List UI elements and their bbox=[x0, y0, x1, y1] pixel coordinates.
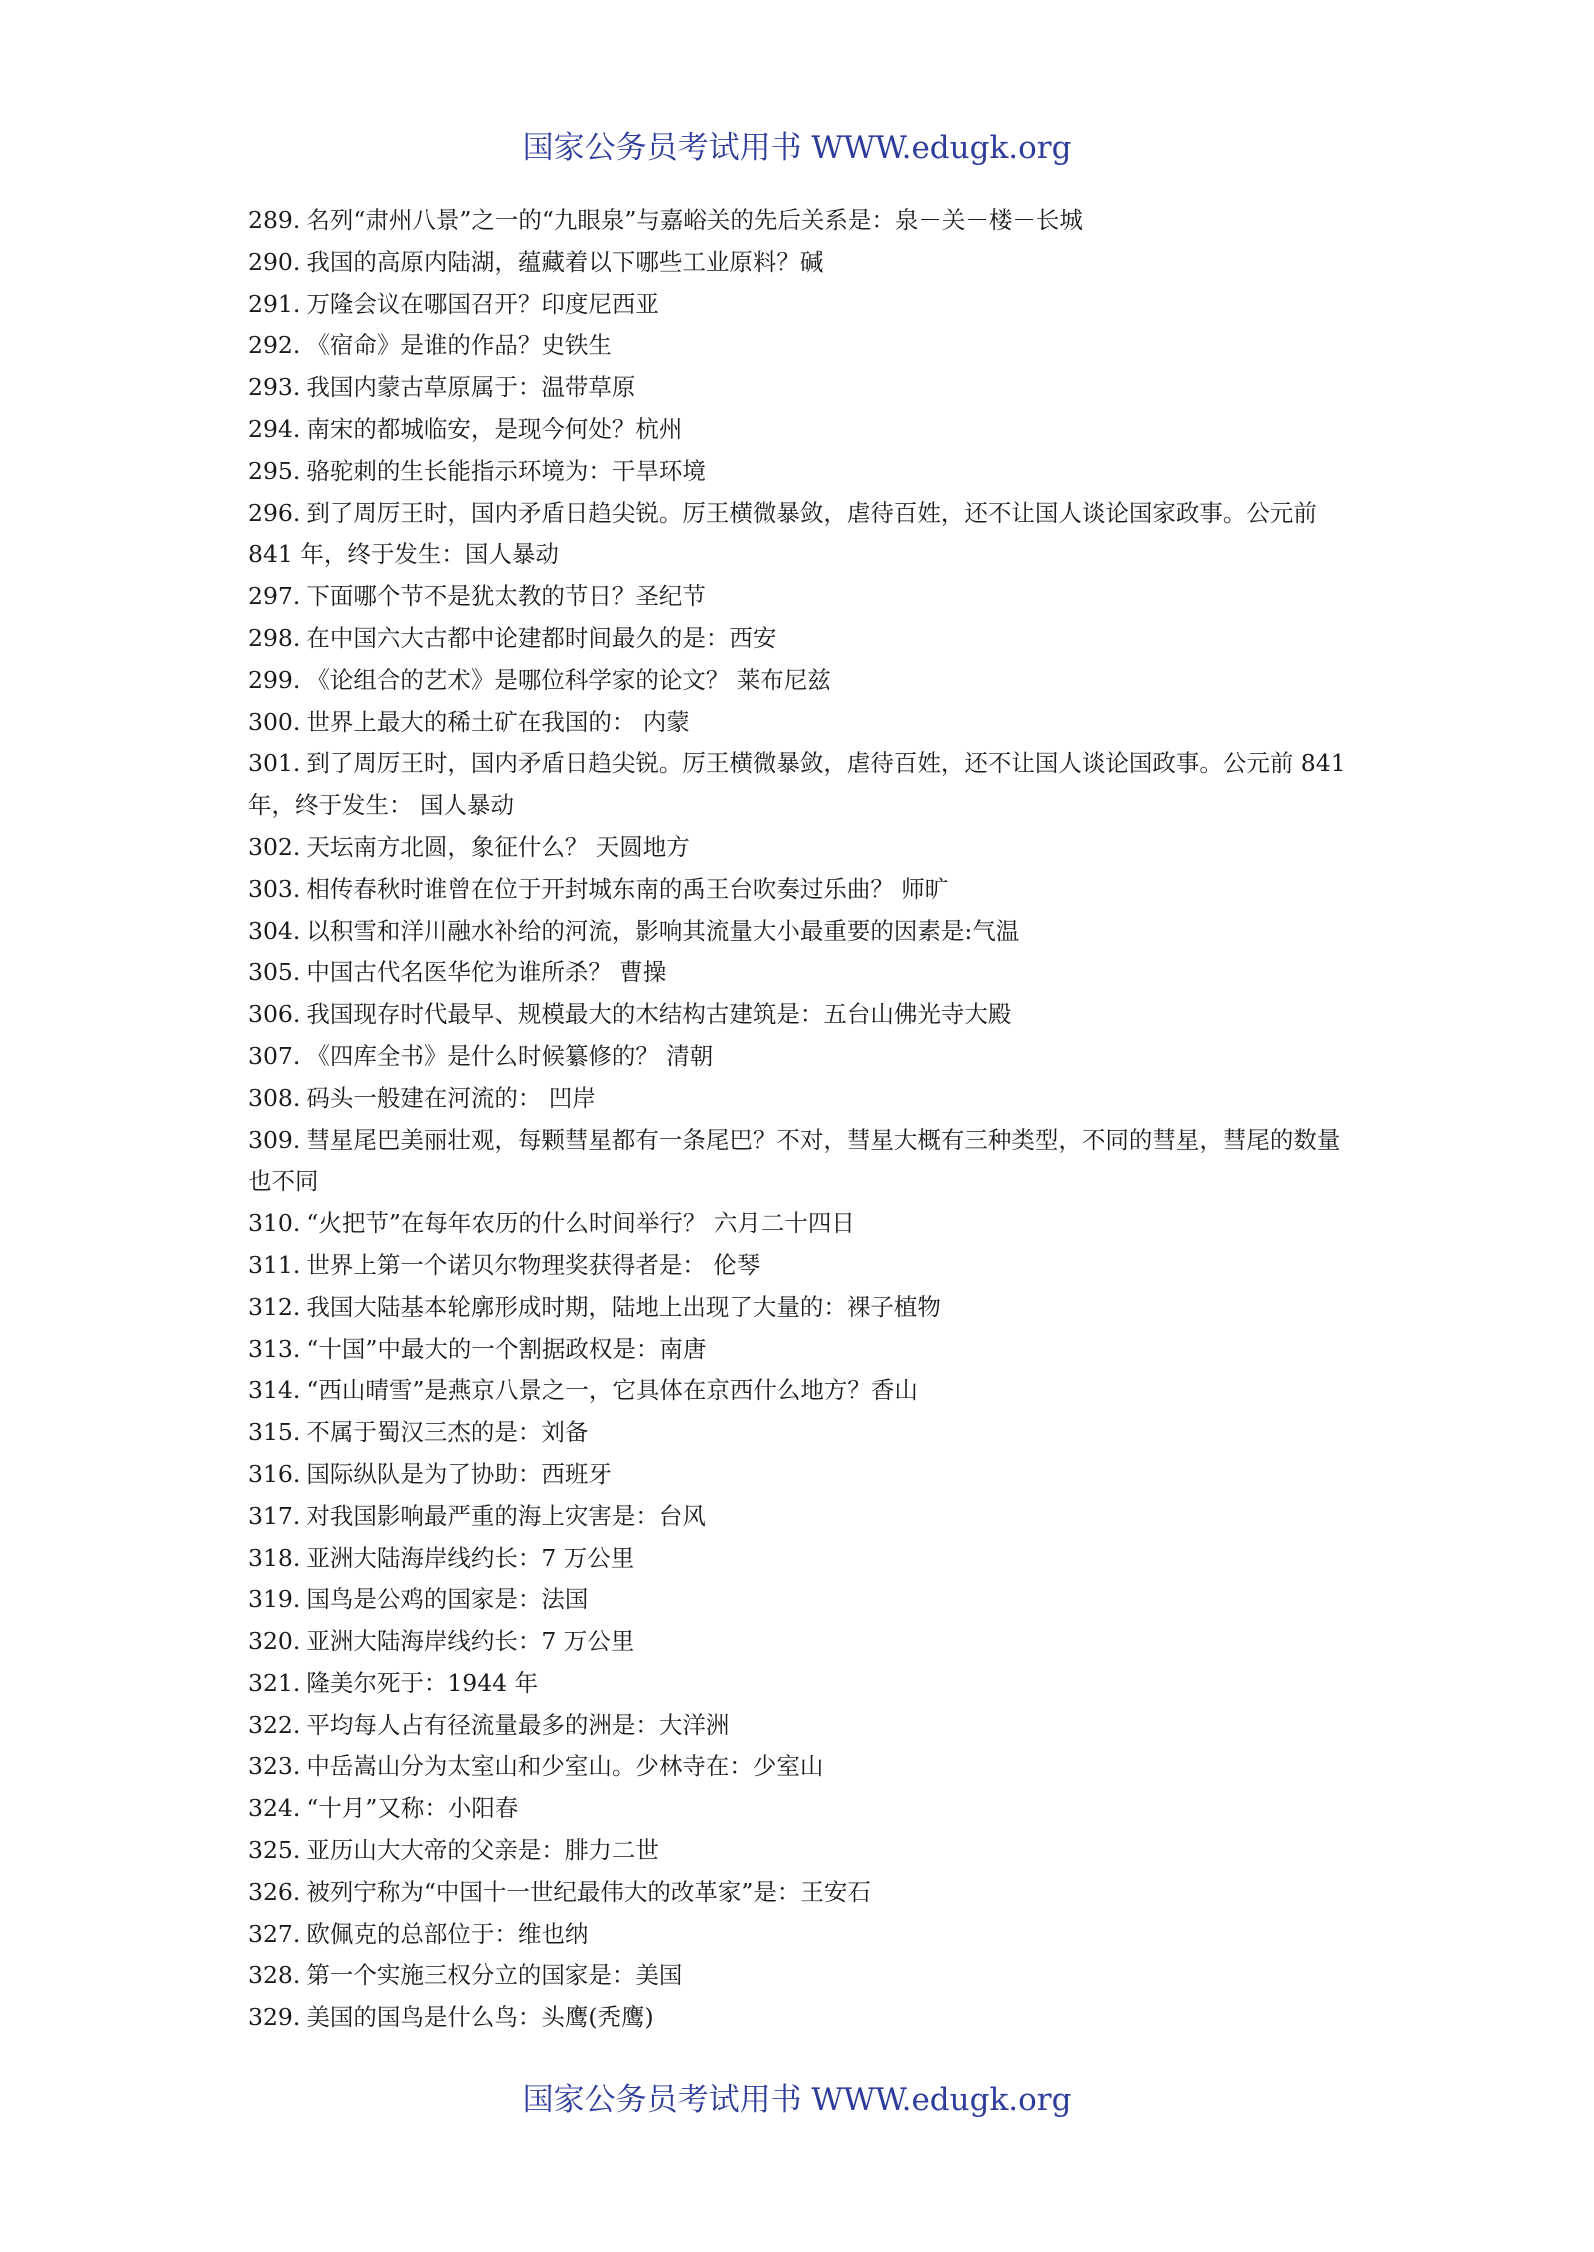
list-item bbox=[248, 1997, 1358, 2039]
list-item bbox=[248, 367, 1358, 409]
list-item bbox=[248, 1955, 1358, 1997]
item-number: 298. bbox=[248, 623, 301, 652]
item-number: 299. bbox=[248, 665, 301, 694]
list-item bbox=[248, 1329, 1358, 1371]
item-number: 295. bbox=[248, 456, 301, 485]
item-text: 欧佩克的总部位于：维也纳 bbox=[306, 1919, 589, 1948]
item-text: 名列“肃州八景”之一的“九眼泉”与嘉峪关的先后关系是：泉－关－楼－长城 bbox=[306, 206, 1083, 234]
item-text: 在中国六大古都中论建都时间最久的是：西安 bbox=[306, 623, 777, 652]
list-item bbox=[248, 1245, 1358, 1287]
item-number: 323. bbox=[248, 1752, 301, 1781]
list-item bbox=[248, 242, 1358, 284]
item-number: 312. bbox=[248, 1292, 301, 1321]
item-text: 平均每人占有径流量最多的洲是：大洋洲 bbox=[306, 1710, 730, 1739]
list-item bbox=[248, 284, 1358, 326]
list-item bbox=[248, 1538, 1358, 1580]
item-number: 302. bbox=[248, 832, 301, 861]
item-number: 306. bbox=[248, 1000, 301, 1029]
item-text: 《四库全书》是什么时候纂修的？ 清朝 bbox=[306, 1041, 714, 1070]
item-text: 我国大陆基本轮廓形成时期，陆地上出现了大量的：裸子植物 bbox=[306, 1292, 941, 1321]
list-item bbox=[248, 1370, 1358, 1412]
item-text: 第一个实施三权分立的国家是：美国 bbox=[306, 1961, 683, 1990]
item-text: 相传春秋时谁曾在位于开封城东南的禹王台吹奏过乐曲？ 师旷 bbox=[306, 874, 949, 903]
list-item bbox=[248, 325, 1358, 367]
item-text: 《论组合的艺术》是哪位科学家的论文？ 莱布尼兹 bbox=[306, 665, 831, 694]
item-text: 中岳嵩山分为太室山和少室山。少林寺在：少室山 bbox=[306, 1752, 824, 1781]
list-item bbox=[248, 1203, 1358, 1245]
item-text: “火把节”在每年农历的什么时间举行？ 六月二十四日 bbox=[306, 1209, 855, 1238]
list-item bbox=[248, 1412, 1358, 1454]
item-text: “十国”中最大的一个割据政权是：南唐 bbox=[306, 1334, 707, 1363]
item-number: 329. bbox=[248, 2003, 301, 2032]
item-number: 307. bbox=[248, 1041, 301, 1070]
item-number: 324. bbox=[248, 1794, 301, 1823]
list-item bbox=[248, 1914, 1358, 1956]
item-number: 300. bbox=[248, 707, 301, 736]
item-number: 320. bbox=[248, 1627, 301, 1656]
item-number: 322. bbox=[248, 1710, 301, 1739]
item-text: 彗星尾巴美丽壮观，每颗彗星都有一条尾巴？不对，彗星大概有三种类型，不同的彗星，彗尾的数量也不同 bbox=[248, 1125, 1341, 1196]
item-number: 318. bbox=[248, 1543, 301, 1572]
item-text: 以积雪和洋川融水补给的河流，影响其流量大小最重要的因素是:气温 bbox=[306, 916, 1020, 945]
item-number: 328. bbox=[248, 1961, 301, 1990]
item-text: 南宋的都城临安，是现今何处？杭州 bbox=[306, 414, 683, 443]
item-text: 不属于蜀汉三杰的是：刘备 bbox=[306, 1418, 589, 1447]
item-text: 国鸟是公鸡的国家是：法国 bbox=[306, 1585, 589, 1614]
item-number: 327. bbox=[248, 1919, 301, 1948]
list-item bbox=[248, 1579, 1358, 1621]
item-number: 316. bbox=[248, 1459, 301, 1488]
item-text: 国际纵队是为了协助：西班牙 bbox=[306, 1459, 612, 1488]
list-item bbox=[248, 409, 1358, 451]
item-text: 我国内蒙古草原属于：温带草原 bbox=[306, 373, 636, 402]
list-item bbox=[248, 1872, 1358, 1914]
list-item bbox=[248, 1705, 1358, 1747]
list-item bbox=[248, 869, 1358, 911]
item-number: 309. bbox=[248, 1125, 301, 1154]
item-text: 骆驼刺的生长能指示环境为：干旱环境 bbox=[306, 456, 706, 485]
item-number: 313. bbox=[248, 1334, 301, 1363]
list-item bbox=[248, 660, 1358, 702]
item-number: 317. bbox=[248, 1501, 301, 1530]
item-text: 美国的国鸟是什么鸟：头鹰(秃鹰) bbox=[306, 2003, 654, 2032]
item-text: 亚历山大大帝的父亲是：腓力二世 bbox=[306, 1836, 659, 1865]
item-text: “十月”又称：小阳春 bbox=[306, 1794, 519, 1823]
item-text: “西山晴雪”是燕京八景之一，它具体在京西什么地方？香山 bbox=[306, 1376, 918, 1405]
item-number: 310. bbox=[248, 1209, 301, 1238]
item-text: 亚洲大陆海岸线约长：7 万公里 bbox=[306, 1543, 635, 1572]
list-item bbox=[248, 200, 1358, 242]
item-text: 下面哪个节不是犹太教的节日？圣纪节 bbox=[306, 582, 706, 611]
list-item bbox=[248, 1621, 1358, 1663]
item-number: 308. bbox=[248, 1083, 301, 1112]
list-item bbox=[248, 994, 1358, 1036]
list-item bbox=[248, 952, 1358, 994]
list-item bbox=[248, 1120, 1358, 1204]
list-item bbox=[248, 1830, 1358, 1872]
list-item bbox=[248, 493, 1358, 577]
item-text: 世界上第一个诺贝尔物理奖获得者是： 伦琴 bbox=[306, 1250, 761, 1279]
list-item bbox=[248, 911, 1358, 953]
list-item bbox=[248, 618, 1358, 660]
list-item bbox=[248, 1078, 1358, 1120]
item-text: 到了周厉王时，国内矛盾日趋尖锐。厉王横微暴敛，虐待百姓，还不让国人谈论国政事。公元前 841 年，终于发生： 国人暴动 bbox=[248, 749, 1346, 820]
item-text: 对我国影响最严重的海上灾害是：台风 bbox=[306, 1501, 706, 1530]
page-header: 国家公务员考试用书 WWW.edugk.org bbox=[522, 130, 1072, 166]
list-item bbox=[248, 702, 1358, 744]
item-number: 291. bbox=[248, 289, 301, 318]
item-number: 305. bbox=[248, 958, 301, 987]
item-number: 321. bbox=[248, 1668, 301, 1697]
list-item bbox=[248, 1788, 1358, 1830]
list-item bbox=[248, 743, 1358, 827]
item-number: 304. bbox=[248, 916, 301, 945]
item-number: 293. bbox=[248, 373, 301, 402]
list-item bbox=[248, 1746, 1358, 1788]
list-item bbox=[248, 1496, 1358, 1538]
item-number: 315. bbox=[248, 1418, 301, 1447]
item-text: 码头一般建在河流的： 凹岸 bbox=[306, 1083, 596, 1112]
list-item bbox=[248, 451, 1358, 493]
list-item bbox=[248, 827, 1358, 869]
page-footer: 国家公务员考试用书 WWW.edugk.org bbox=[522, 2082, 1072, 2118]
item-text: 《宿命》是谁的作品？史铁生 bbox=[306, 331, 612, 360]
item-number: 311. bbox=[248, 1250, 301, 1279]
item-number: 314. bbox=[248, 1376, 301, 1405]
item-number: 294. bbox=[248, 414, 301, 443]
list-item bbox=[248, 576, 1358, 618]
item-number: 296. bbox=[248, 498, 301, 527]
item-text: 亚洲大陆海岸线约长：7 万公里 bbox=[306, 1627, 635, 1656]
item-text: 我国的高原内陆湖，蕴藏着以下哪些工业原料？碱 bbox=[306, 247, 824, 276]
item-number: 301. bbox=[248, 749, 301, 778]
list-item bbox=[248, 1663, 1358, 1705]
item-number: 326. bbox=[248, 1877, 301, 1906]
item-number: 289. bbox=[248, 206, 301, 234]
list-item bbox=[248, 1454, 1358, 1496]
list-item bbox=[248, 1036, 1358, 1078]
item-text: 世界上最大的稀土矿在我国的： 内蒙 bbox=[306, 707, 690, 736]
item-text: 万隆会议在哪国召开？印度尼西亚 bbox=[306, 289, 659, 318]
item-number: 325. bbox=[248, 1836, 301, 1865]
item-text: 被列宁称为“中国十一世纪最伟大的改革家”是：王安石 bbox=[306, 1877, 871, 1906]
question-list bbox=[248, 200, 1358, 2039]
item-number: 292. bbox=[248, 331, 301, 360]
item-number: 319. bbox=[248, 1585, 301, 1614]
item-number: 290. bbox=[248, 247, 301, 276]
item-text: 到了周厉王时，国内矛盾日趋尖锐。厉王横微暴敛，虐待百姓，还不让国人谈论国家政事。公元前 841 年，终于发生：国人暴动 bbox=[248, 498, 1317, 569]
item-text: 中国古代名医华佗为谁所杀？ 曹操 bbox=[306, 958, 667, 987]
item-number: 303. bbox=[248, 874, 301, 903]
item-text: 隆美尔死于：1944 年 bbox=[306, 1668, 539, 1697]
item-text: 天坛南方北圆，象征什么？ 天圆地方 bbox=[306, 832, 690, 861]
list-item bbox=[248, 1287, 1358, 1329]
item-text: 我国现存时代最早、规模最大的木结构古建筑是：五台山佛光寺大殿 bbox=[306, 1000, 1012, 1029]
item-number: 297. bbox=[248, 582, 301, 611]
